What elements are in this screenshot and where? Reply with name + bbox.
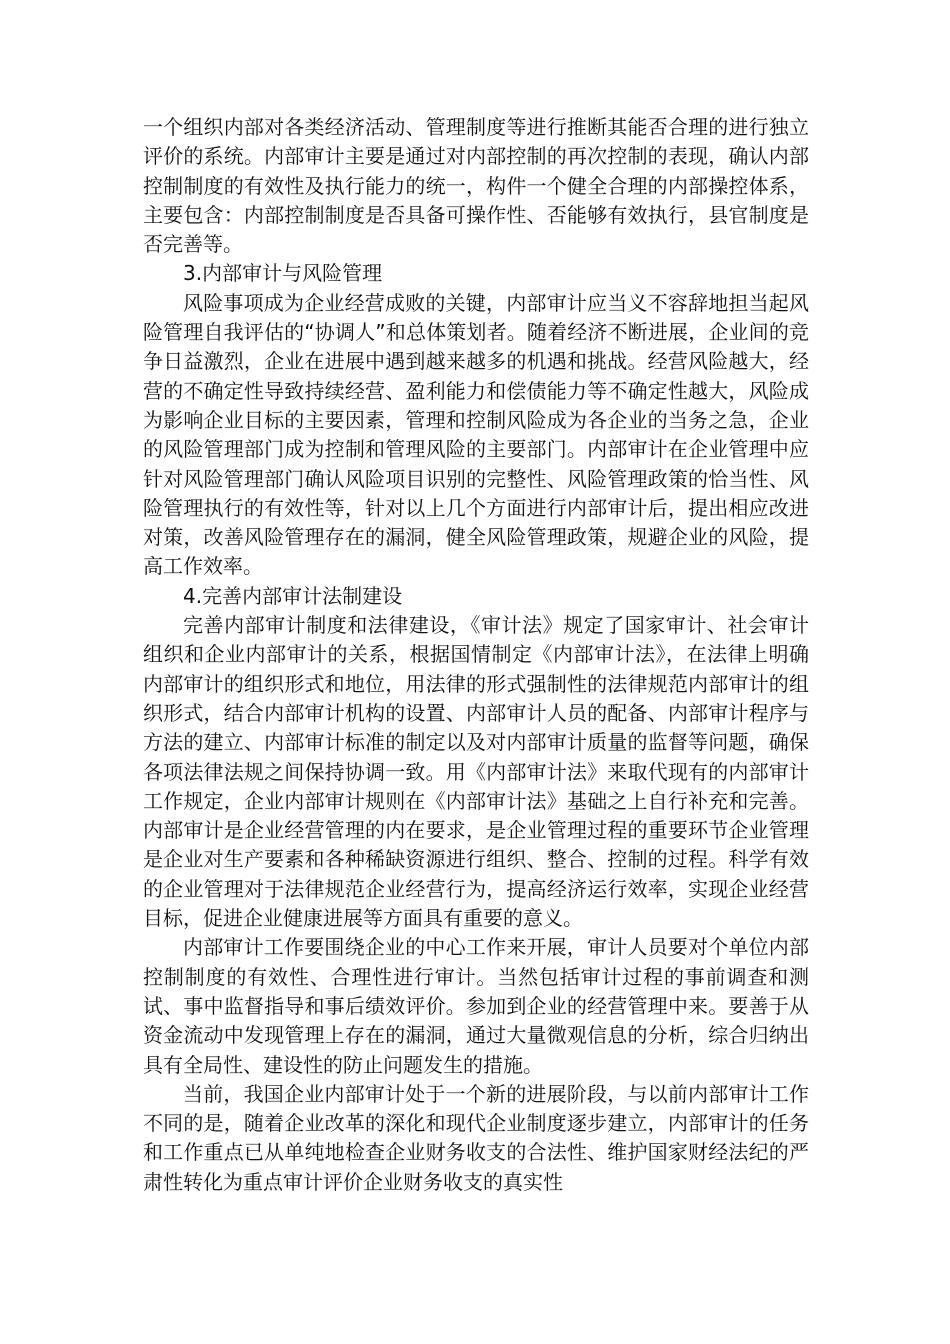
paragraph-legal-construction: 完善内部审计制度和法律建设，《审计法》规定了国家审计、社会审计组织和企业内部审计的关系，根据国情制定《内部审计法》，在法律上明确内部审计的组织形式和地位，用法律的形式强制性的法律规范内部审计的组织形式，结合内部审计机构的设置、内部审计人员的配备、内部审计程序与方法的建立、内部审计标准的制定以及对内部审计质量的监督等问题，确保各项法律法规之间保持协调一致。用《内部审计法》来取代现有的内部审计工作规定，企业内部审计规则在《内部审计法》基础之上自行补充和完善。内部审计是企业经营管理的内在要求，是企业管理过程的重要环节企业管理是企业对生产要素和各种稀缺资源进行组织、整合、控制的过程。科学有效的企业管理对于法律规范企业经营行为，提高经济运行效率，实现企业经营目标，促进企业健康进展等方面具有重要的意义。 <box>143 613 809 931</box>
paragraph-current-stage: 当前，我国企业内部审计处于一个新的进展阶段，与以前内部审计工作不同的是，随着企业改革的深化和现代企业制度逐步建立，内部审计的任务和工作重点已从单纯地检查企业财务收支的合法性、维护国家财经法纪的严肃性转化为重点审计评价企业财务收支的真实性 <box>143 1081 809 1194</box>
paragraph-audit-work: 内部审计工作要围绕企业的中心工作来开展，审计人员要对个单位内部控制制度的有效性、合理性进行审计。当然包括审计过程的事前调查和测试、事中监督指导和事后绩效评价。参加到企业的经营管理中来。要善于从资金流动中发现管理上存在的漏洞，通过大量微观信息的分析，综合归纳出具有全局性、建设性的防止问题发生的措施。 <box>143 935 809 1077</box>
document-page <box>143 113 809 1197</box>
paragraph-risk-management: 风险事项成为企业经营成败的关键，内部审计应当义不容辞地担当起风险管理自我评估的“协调人”和总体策划者。随着经济不断进展，企业间的竞争日益激烈，企业在进展中遇到越来越多的机遇和挑战。经营风险越大，经营的不确定性导致持续经营、盈利能力和偿债能力等不确定性越大，风险成为影响企业目标的主要因素，管理和控制风险成为各企业的当务之急，企业的风险管理部门成为控制和管理风险的主要部门。内部审计在企业管理中应针对风险管理部门确认风险项目识别的完整性、风险管理政策的恰当性、风险管理执行的有效性等，针对以上几个方面进行内部审计后，提出相应改进对策，改善风险管理存在的漏洞，健全风险管理政策，规避企业的风险，提高工作效率。 <box>143 290 809 579</box>
paragraph-intro-continued: 一个组织内部对各类经济活动、管理制度等进行推断其能否合理的进行独立评价的系统。内部审计主要是通过对内部控制的再次控制的表现，确认内部控制制度的有效性及执行能力的统一，构件一个健全合理的内部操控体系，主要包含：内部控制制度是否具备可操作性、否能够有效执行，县官制度是否完善等。 <box>143 115 809 257</box>
section-heading-risk-management: 3.内部审计与风险管理 <box>183 261 383 286</box>
section-heading-legal-construction: 4.完善内部审计法制建设 <box>183 583 403 608</box>
